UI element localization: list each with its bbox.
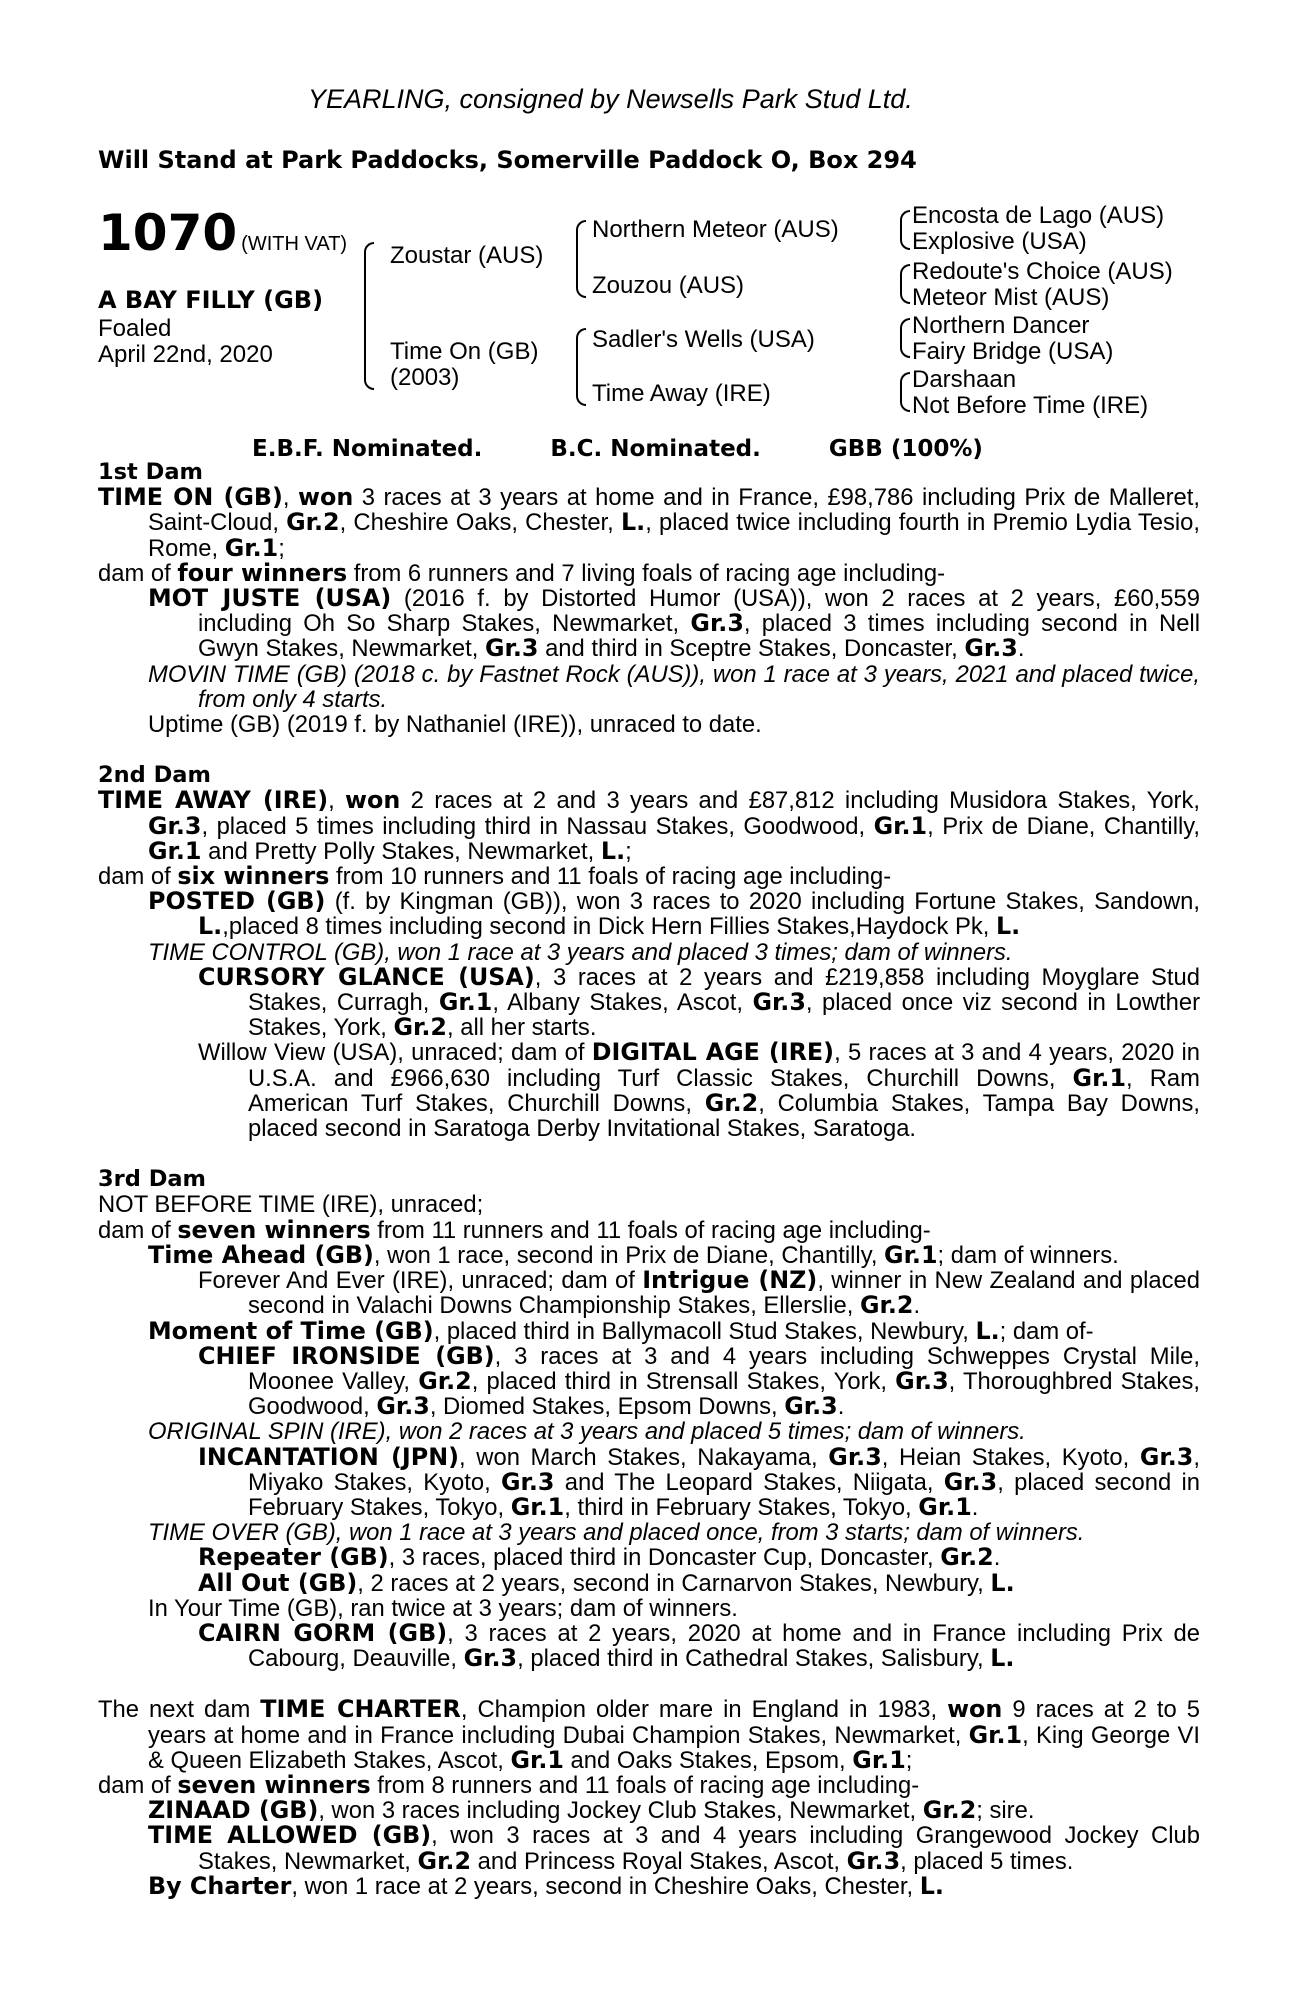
third-dam-grandfoal-3: INCANTATION (JPN), won March Stakes, Nakayama, Gr.3, Heian Stakes, Kyoto, Gr.3, Miyako Stakes, Kyoto, Gr.3 and The Leopard Stakes, Niigata, Gr.3, placed second in February Stakes, Tokyo, Gr.1, third in February Stakes, Tokyo, Gr.1. [198,1442,1200,1521]
pedigree-dam: Time On (GB) [390,338,539,365]
lot-title: A BAY FILLY (GB) [98,286,324,314]
next-dam-record: The next dam TIME CHARTER, Champion older mare in England in 1983, won 9 races at 2 to 5 years at home and in France including Dubai Champion Stakes, Newmarket, Gr.1, King George VI & Queen Elizabeth Stakes, Ascot, Gr.1 and Oaks Stakes, Epsom, Gr.1; [98,1695,1200,1774]
foaled-info [98,316,273,368]
second-dam-grandfoal-2: Willow View (USA), unraced; dam of DIGITAL AGE (IRE), 5 races at 3 and 4 years, 2020 in U.S.A. and £966,630 including Turf Classic Stakes, Churchill Downs, Gr.1, Ram American Turf Stakes, Churchill Downs, Gr.2, Columbia Stakes, Tampa Bay Downs, placed second in Saratoga Derby Invitational Stakes, Saratoga. [198,1038,1200,1143]
lot-number-block [98,204,347,262]
third-dam-record: NOT BEFORE TIME (IRE), unraced; [98,1191,484,1219]
lot-number: 1070 [98,204,238,262]
brace-gen3-1 [900,210,910,250]
third-dam-grandfoal-6: CAIRN GORM (GB), 3 races at 2 years, 2020 at home and in France including Prix de Cabourg, Deauville, Gr.3, placed third in Cathedral Stakes, Salisbury, L. [198,1618,1201,1673]
second-dam-foal-2: TIME CONTROL (GB), won 1 race at 3 years and placed 3 times; dam of winners. [148,938,1013,966]
consignor-line: YEARLING, consigned by Newsells Park Stud Ltd. [308,84,913,114]
ebf-nomination: E.B.F. Nominated. [252,436,483,462]
pedigree-ddd: Not Before Time (IRE) [912,392,1149,419]
bc-nomination: B.C. Nominated. [550,436,761,462]
brace-gen3-3 [900,318,910,358]
brace-gen2-dam [576,328,586,406]
pedigree-ss: Northern Meteor (AUS) [592,216,839,243]
foaled-label: Foaled [98,315,172,342]
second-dam-produce-summary: dam of six winners from 10 runners and 11 foals of racing age including- [98,862,892,891]
third-dam-foal-2: Moment of Time (GB), placed third in Ballymacoll Stud Stakes, Newbury, L.; dam of- [148,1316,1094,1345]
vat-note: (WITH VAT) [241,233,348,255]
next-dam-foal-2: TIME ALLOWED (GB), won 3 races at 3 and 4 years including Grangewood Jockey Club Stakes, Newmarket, Gr.2 and Princess Royal Stakes, Ascot, Gr.3, placed 5 times. [148,1821,1200,1875]
brace-gen2-sire [576,220,586,298]
third-dam-heading: 3rd Dam [98,1166,206,1193]
pedigree-ds: Sadler's Wells (USA) [592,326,815,353]
next-dam-foal-1: ZINAAD (GB), won 3 races including Jockey Club Stakes, Newmarket, Gr.2; sire. [148,1796,1035,1825]
third-dam-grandfoal-5: All Out (GB), 2 races at 2 years, second in Carnarvon Stakes, Newbury, L. [198,1568,1015,1597]
foaled-date: April 22nd, 2020 [98,341,273,368]
nominations [252,436,1051,462]
pedigree-dsd: Fairy Bridge (USA) [912,338,1114,365]
brace-gen3-2 [900,264,910,304]
first-dam-foal-2: MOVIN TIME (GB) (2018 c. by Fastnet Rock (AUS)), won 1 race at 3 years, 2021 and placed twice, from only 4 starts. [148,660,1200,713]
pedigree-ssd: Explosive (USA) [912,228,1087,255]
brace-gen3-4 [900,372,910,412]
third-dam-foal-1: Time Ahead (GB), won 1 race, second in Prix de Diane, Chantilly, Gr.1; dam of winners. [148,1240,1119,1269]
pedigree-dd: Time Away (IRE) [592,380,771,407]
first-dam-heading: 1st Dam [98,459,203,485]
pedigree-sss: Encosta de Lago (AUS) [912,202,1165,229]
second-dam-grandfoal-1: CURSORY GLANCE (USA), 3 races at 2 years and £219,858 including Moyglare Stud Stakes, Curragh, Gr.1, Albany Stakes, Ascot, Gr.3, placed once viz second in Lowther Stakes, York, Gr.2, all her starts. [198,962,1201,1042]
third-dam-foal-4: TIME OVER (GB), won 1 race at 3 years and placed once, from 3 starts; dam of winners. [148,1519,1085,1547]
next-dam-produce-summary: dam of seven winners from 8 runners and 11 foals of racing age including- [98,1770,920,1799]
second-dam-foal-1: POSTED (GB) (f. by Kingman (GB)), won 3 races to 2020 including Fortune Stakes, Sandown, L.,placed 8 times including second in Dick Hern Fillies Stakes,Haydock Pk, L. [148,887,1201,941]
third-dam-foal-5: In Your Time (GB), ran twice at 3 years; dam of winners. [148,1594,738,1622]
pedigree-sd: Zouzou (AUS) [592,272,745,299]
next-dam-foal-3: By Charter, won 1 race at 2 years, second in Cheshire Oaks, Chester, L. [148,1871,944,1900]
third-dam-produce-summary: dam of seven winners from 11 runners and 11 foals of racing age including- [98,1215,931,1244]
first-dam-produce-summary: dam of four winners from 6 runners and 7 living foals of racing age including- [98,558,946,587]
pedigree-sds: Redoute's Choice (AUS) [912,258,1173,285]
pedigree-sire: Zoustar (AUS) [390,242,544,269]
pedigree-dss: Northern Dancer [912,312,1090,339]
third-dam-foal-3: ORIGINAL SPIN (IRE), won 2 races at 3 years and placed 5 times; dam of winners. [148,1418,1026,1446]
gbb-nomination: GBB (100%) [828,436,983,462]
first-dam-foal-1: MOT JUSTE (USA) (2016 f. by Distorted Humor (USA)), won 2 races at 2 years, £60,559 including Oh So Sharp Stakes, Newmarket, Gr.3, placed 3 times including second in Nell Gwyn Stakes, Newmarket, Gr.3 and third in Sceptre Stakes, Doncaster, Gr.3. [148,584,1201,663]
pedigree-dam-year: (2003) [390,364,460,391]
brace-gen1 [364,242,374,390]
pedigree-sdd: Meteor Mist (AUS) [912,284,1110,311]
first-dam-record: TIME ON (GB), won 3 races at 3 years at home and in France, £98,786 including Prix de Malleret, Saint-Cloud, Gr.2, Cheshire Oaks, Chester, L., placed twice including fourth in Premio Lydia Tesio, Rome, Gr.1; [98,483,1200,562]
third-dam-grandfoal-4: Repeater (GB), 3 races, placed third in Doncaster Cup, Doncaster, Gr.2. [198,1543,1001,1572]
second-dam-record: TIME AWAY (IRE), won 2 races at 2 and 3 years and £87,812 including Musidora Stakes, York, Gr.3, placed 5 times including third in Nassau Stakes, Goodwood, Gr.1, Prix de Diane, Chantilly, Gr.1 and Pretty Polly Stakes, Newmarket, L.; [98,786,1201,865]
second-dam-heading: 2nd Dam [98,762,211,789]
pedigree-dds: Darshaan [912,366,1017,393]
first-dam-foal-3: Uptime (GB) (2019 f. by Nathaniel (IRE)), unraced to date. [148,711,762,739]
third-dam-grandfoal-2: CHIEF IRONSIDE (GB), 3 races at 3 and 4 years including Schweppes Crystal Mile, Moonee Valley, Gr.2, placed third in Strensall Stakes, York, Gr.3, Thoroughbred Stakes, Goodwood, Gr.3, Diomed Stakes, Epsom Downs, Gr.3. [198,1341,1200,1421]
stand-location: Will Stand at Park Paddocks, Somerville Paddock O, Box 294 [98,146,917,174]
third-dam-grandfoal-1: Forever And Ever (IRE), unraced; dam of Intrigue (NZ), winner in New Zealand and placed second in Valachi Downs Championship Stakes, Ellerslie, Gr.2. [198,1266,1200,1320]
produce-record [98,460,1200,1899]
